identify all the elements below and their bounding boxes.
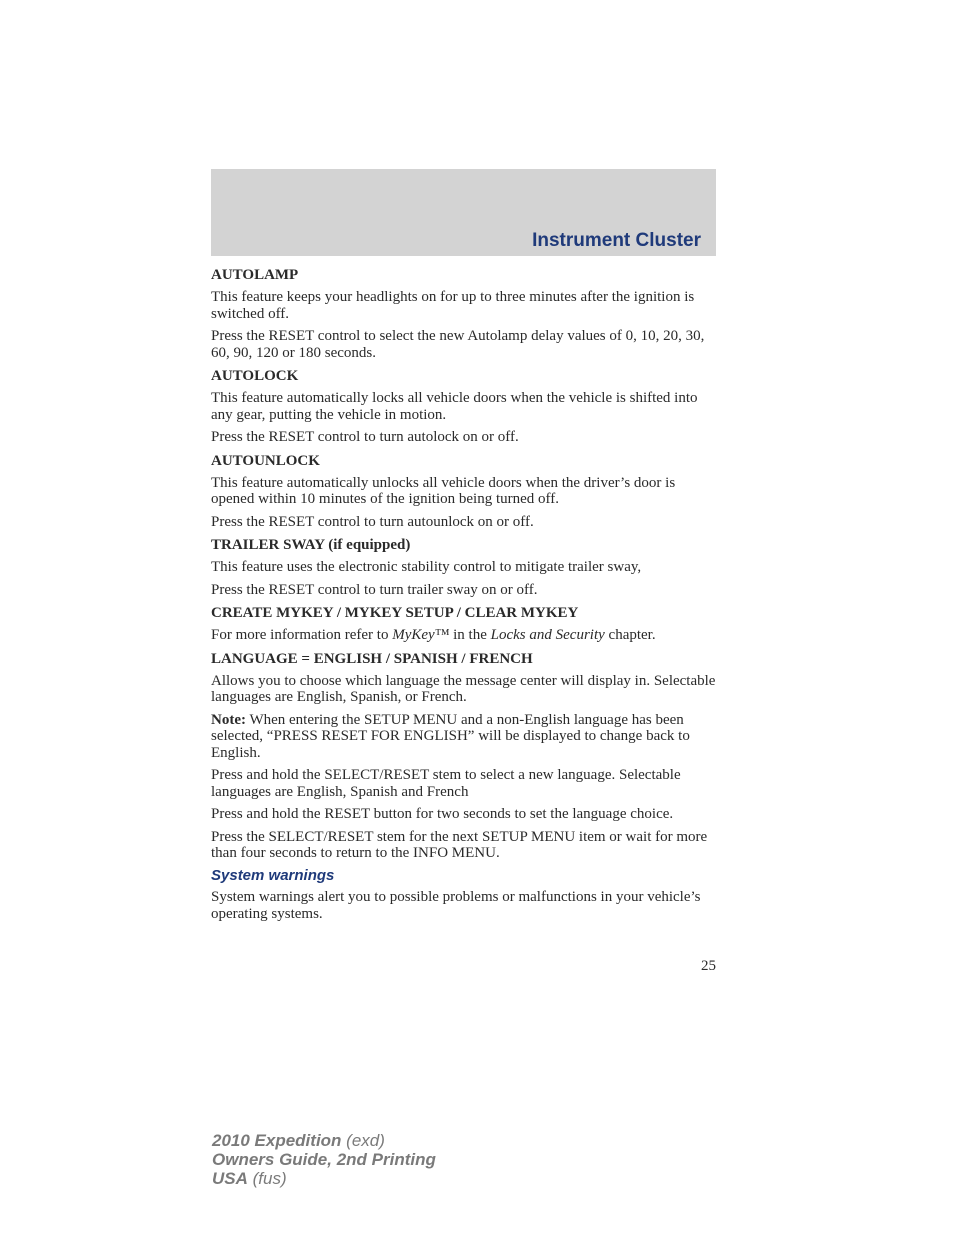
autolamp-heading: AUTOLAMP	[211, 267, 299, 283]
page-number: 25	[701, 958, 716, 974]
language-paragraph: Allows you to choose which language the message center will display in. Selectable languages are English, Spanish, or French.	[211, 672, 716, 705]
autounlock-heading: AUTOUNLOCK	[211, 452, 320, 469]
language-heading: LANGUAGE = ENGLISH / SPANISH / FRENCH	[211, 650, 533, 667]
locks-security-reference: Locks and Security	[490, 627, 605, 643]
trailer-sway-paragraph: This feature uses the electronic stability control to mitigate trailer sway,	[211, 559, 642, 575]
chapter-title: Instrument Cluster	[532, 230, 701, 251]
mykey-reference: MyKey™	[392, 627, 450, 643]
trailer-sway-paragraph: Press the RESET control to turn trailer sway on or off.	[211, 581, 538, 598]
trailer-sway-heading: TRAILER SWAY (if equipped)	[211, 537, 411, 553]
autolock-paragraph: Press the RESET control to turn autolock on or off.	[211, 429, 519, 445]
language-paragraph: Press and hold the RESET button for two seconds to set the language choice.	[211, 806, 674, 822]
autolock-heading: AUTOLOCK	[211, 368, 299, 384]
autounlock-paragraph: This feature automatically unlocks all vehicle doors when the driver’s door is opened within 10 minutes of the ignition being turned off.	[211, 474, 676, 507]
document-footer: 2010 Expedition (exd) Owners Guide, 2nd Printing USA (fus)	[212, 1131, 436, 1188]
autolamp-paragraph: This feature keeps your headlights on for up to three minutes after the ignition is switched off.	[211, 289, 695, 322]
system-warnings-heading: System warnings	[211, 866, 335, 884]
page-content	[211, 266, 716, 928]
autounlock-paragraph: Press the RESET control to turn autounlock on or off.	[211, 513, 534, 530]
mykey-heading: CREATE MYKEY / MYKEY SETUP / CLEAR MYKEY	[211, 605, 579, 621]
chapter-header	[211, 169, 716, 256]
language-paragraph: Press the SELECT/RESET stem for the next SETUP MENU item or wait for more than four seconds to return to the INFO MENU.	[211, 828, 708, 861]
autolock-paragraph: This feature automatically locks all vehicle doors when the vehicle is shifted into any gear, putting the vehicle in motion.	[211, 390, 698, 423]
note-label: Note:	[211, 711, 246, 728]
language-paragraph: Press and hold the SELECT/RESET stem to select a new language. Selectable languages are English, Spanish and French	[211, 767, 681, 800]
autolamp-paragraph: Press the RESET control to select the new Autolamp delay values of 0, 10, 20, 30, 60, 90, 120 or 180 seconds.	[211, 328, 705, 361]
language-note: Note: When entering the SETUP MENU and a non-English language has been selected, “PRESS RESET FOR ENGLISH” will be displayed to change back to English.	[211, 711, 690, 761]
system-warnings-paragraph: System warnings alert you to possible problems or malfunctions in your vehicle’s operating systems.	[211, 889, 701, 922]
mykey-paragraph: For more information refer to MyKey™ in the Locks and Security chapter.	[211, 627, 656, 643]
